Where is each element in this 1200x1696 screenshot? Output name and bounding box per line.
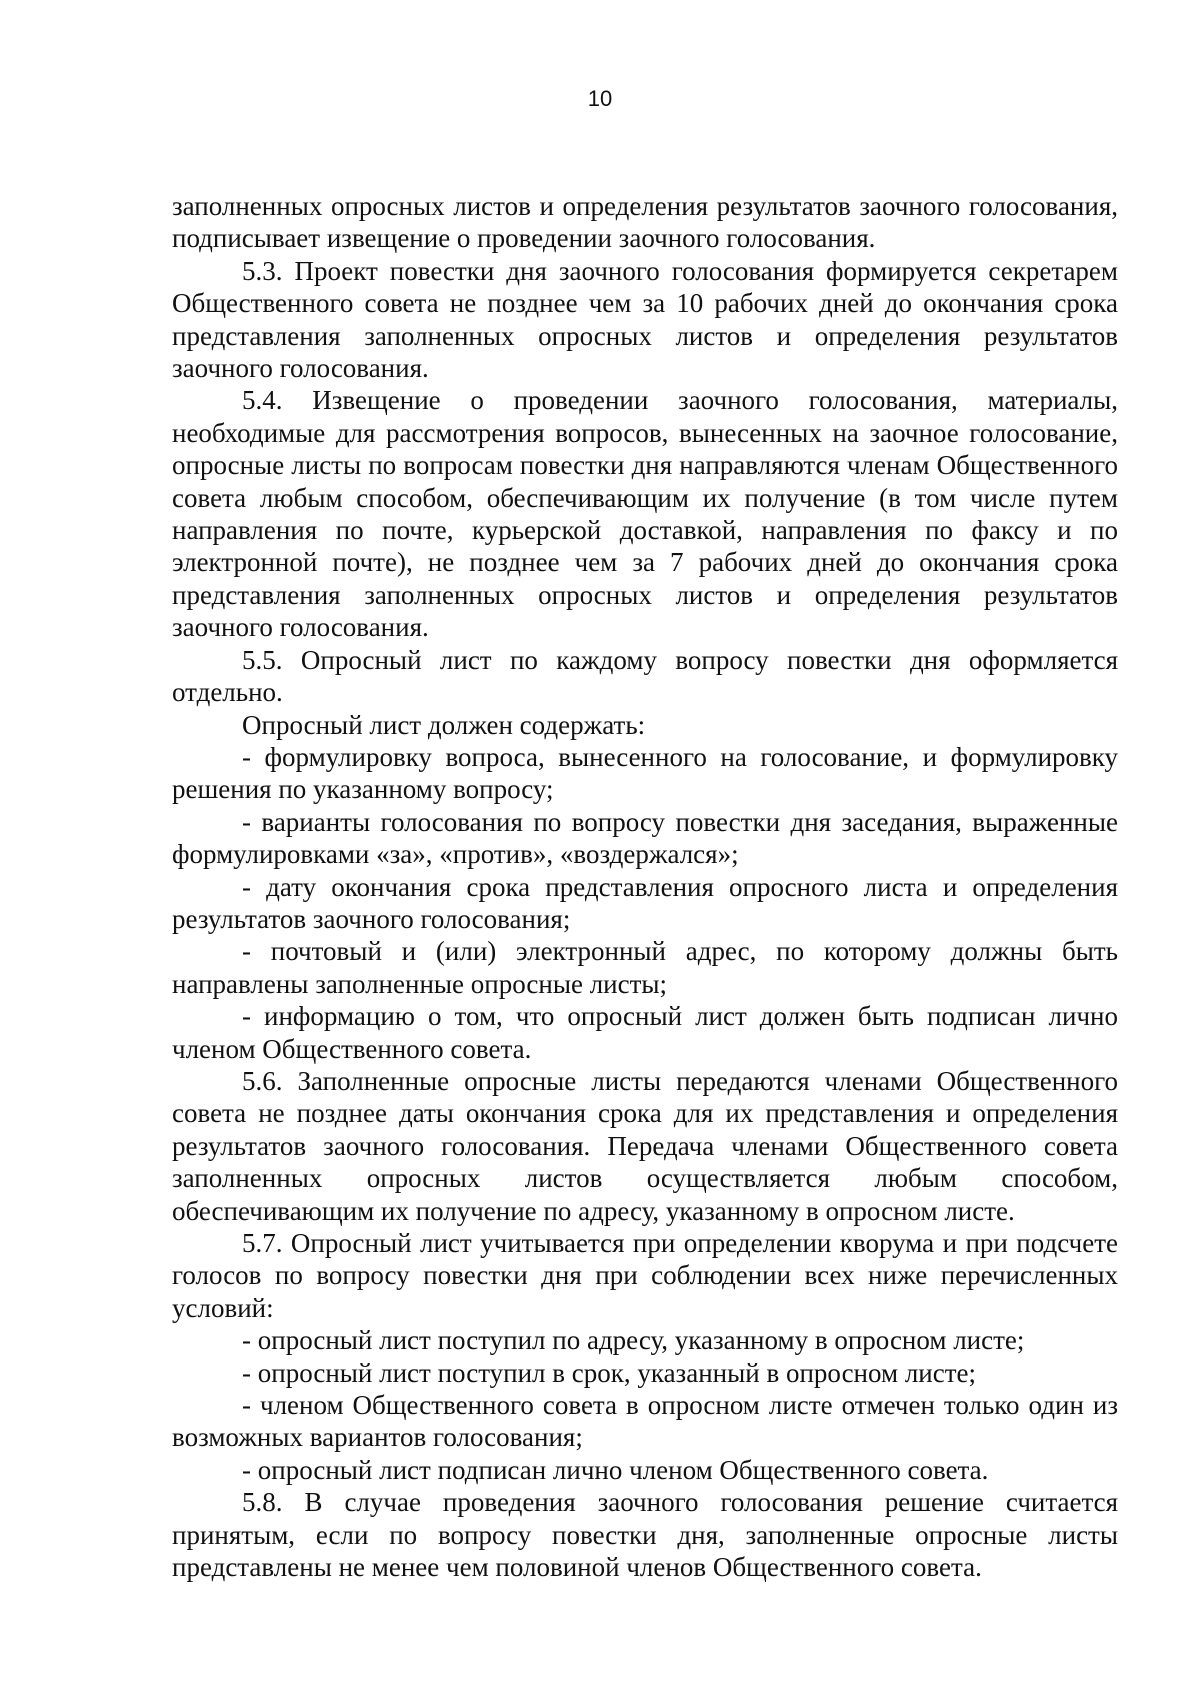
paragraph: 5.6. Заполненные опросные листы передаются членами Общественного совета не позднее даты окончания срока для их представления и определения результатов заочного голосования. Передача членами Общественного совета заполненных опросных листов осуществляется любым способом, обеспечивающим их получение по адресу, указанному в опросном листе. <box>172 1065 1118 1226</box>
paragraph: 5.8. В случае проведения заочного голосования решение считается принятым, если по вопросу повестки дня, заполненные опросные листы представлены не менее чем половиной членов Общественного совета. <box>172 1487 1118 1583</box>
list-item: - дату окончания срока представления опросного листа и определения результатов заочного голосования; <box>172 871 1118 934</box>
list-item: - опросный лист подписан лично членом Общественного совета. <box>242 1454 989 1485</box>
paragraph: 5.5. Опросный лист по каждому вопросу повестки дня оформляется отдельно. <box>172 644 1118 708</box>
list-item: - почтовый и (или) электронный адрес, по которому должны быть направлены заполненные опросные листы; <box>172 936 1118 999</box>
list-item: - опросный лист поступил по адресу, указанному в опросном листе; <box>242 1325 1025 1356</box>
list-item: - формулировку вопроса, вынесенного на голосование, и формулировку решения по указанному вопросу; <box>172 741 1118 805</box>
page-number: 10 <box>587 86 613 111</box>
paragraph: 5.7. Опросный лист учитывается при определении кворума и при подсчете голосов по вопросу повестки дня при соблюдении всех ниже перечисленных условий: <box>172 1228 1118 1323</box>
paragraph: 5.3. Проект повестки дня заочного голосования формируется секретарем Общественного совета не позднее чем за 10 рабочих дней до окончания срока представления заполненных опросных листов и определения результатов заочного голосования. <box>172 255 1118 384</box>
list-item: - опросный лист поступил в срок, указанный в опросном листе; <box>242 1357 977 1388</box>
list-item: - варианты голосования по вопросу повестки дня заседания, выраженные формулировками «за», «против», «воздержался»; <box>172 806 1118 870</box>
list-item: - информацию о том, что опросный лист должен быть подписан лично членом Общественного совета. <box>172 1001 1118 1064</box>
paragraph: Опросный лист должен содержать: <box>242 709 646 740</box>
document-body <box>172 190 1118 1583</box>
list-item: - членом Общественного совета в опросном листе отмечен только один из возможных вариантов голосования; <box>172 1390 1118 1453</box>
paragraph: 5.4. Извещение о проведении заочного голосования, материалы, необходимые для рассмотрения вопросов, вынесенных на заочное голосование, опросные листы по вопросам повестки дня направляются членам Общественного совета любым способом, обеспечивающим их получение (в том числе путем направления по почте, курьерской доставкой, направления по факсу и по электронной почте), не позднее чем за 7 рабочих дней до окончания срока представления заполненных опросных листов и определения результатов заочного голосования. <box>172 385 1118 643</box>
paragraph: заполненных опросных листов и определения результатов заочного голосования, подписывает извещение о проведении заочного голосования. <box>172 191 1118 254</box>
